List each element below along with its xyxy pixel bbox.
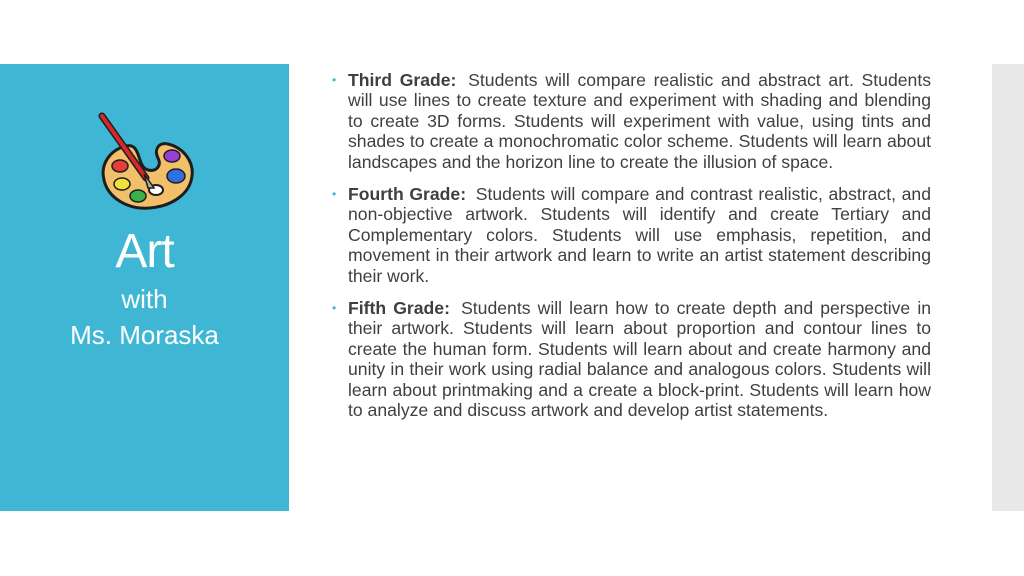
bullet-label: Fifth Grade: (348, 298, 450, 319)
bullet-label: Third Grade: (348, 70, 457, 90)
slide-subtitle-teacher: Ms. Moraska (70, 320, 219, 350)
bullet-fifth-grade (330, 298, 931, 420)
bullet-text: Students will compare realistic and abstract art. Students will use lines to create texture and experiment with shading and blending to create 3D forms. Students will experiment with value, using tints and shades to create a monochromatic color scheme. Students will learn about landscapes and the horizon line to create the illusion of space. (348, 70, 932, 172)
title-block (0, 224, 289, 352)
bullet-dot-icon: • (332, 187, 337, 202)
bullet-text: Students will learn how to create depth and perspective in their artwork. Students will learn about proportion and contour lines to create the human form. Students will learn about and create harmony and unity in their work using radial balance and analogous colors. Students will learn about printmaking and a create a block-print. Students will learn how to analyze and discuss artwork and develop artist statements. (348, 298, 932, 421)
art-palette-icon (96, 112, 196, 216)
bullet-dot-icon: • (332, 73, 337, 87)
bullet-text: Students will compare and contrast realistic, abstract, and non-objective artwork. Students will identify and create Tertiary and Complementary colors. Students will use emphasis, repetition, and movement in their artwork and learn to write an artist statement describing their work. (348, 184, 932, 286)
bullet-fourth-grade (330, 184, 931, 286)
bullet-third-grade (330, 70, 931, 172)
bullet-dot-icon: • (332, 301, 337, 316)
right-edge-bar (992, 64, 1024, 511)
slide-title: Art (115, 225, 174, 278)
grade-list (330, 70, 931, 433)
slide-subtitle-with: with (121, 284, 168, 314)
bullet-label: Fourth Grade: (348, 184, 467, 205)
